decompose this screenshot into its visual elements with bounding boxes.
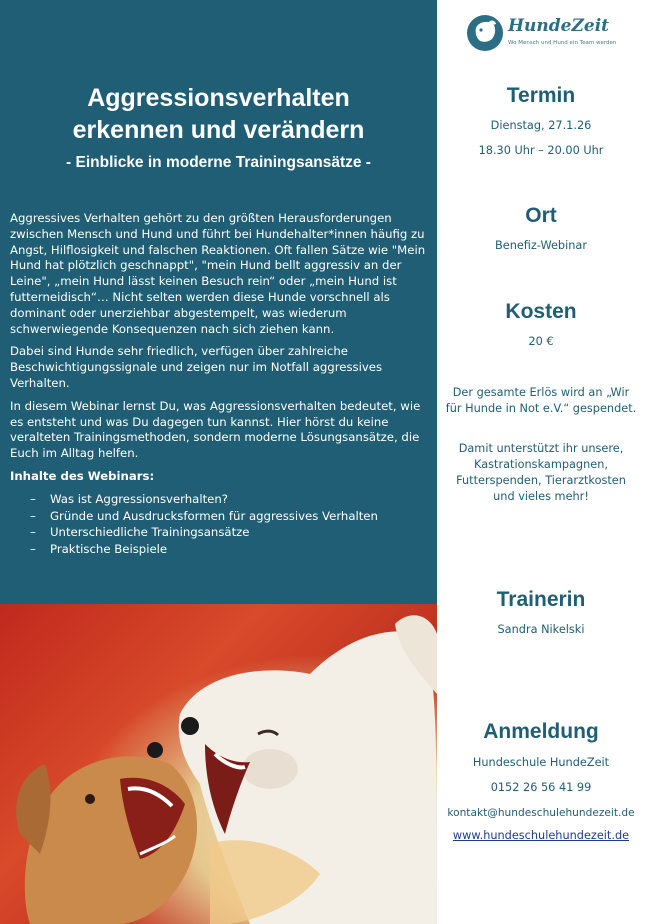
left-panel: [0, 0, 437, 604]
page-title: [0, 82, 437, 146]
list-item-text: Was ist Aggressionsverhalten?: [50, 491, 228, 506]
ort-heading: Ort: [525, 204, 557, 227]
anmeldung-phone: 0152 26 56 41 99: [490, 781, 592, 794]
list-item-text: Praktische Beispiele: [50, 542, 168, 557]
kosten-heading: Kosten: [505, 300, 577, 323]
anmeldung-web-wrap[interactable]: [437, 828, 645, 844]
kosten-note-1: Der gesamte Erlös wird an „Wir für Hunde in Not e.V.“ gespendet.: [445, 386, 637, 415]
paragraph-3: In diesem Webinar lernst Du, was Aggressionsverhalten bedeutet, wie es entsteht und was Du dagegen tun kannst. Hier hörst du keine veralteten Trainingsmethoden, sondern moderne Lösungsansätze, die Euch im Alltag helfen.: [10, 398, 421, 461]
anmeldung-org: Hundeschule HundeZeit: [472, 756, 610, 769]
paragraph-1: Aggressives Verhalten gehört zu den größten Herausforderungen zwischen Mensch und Hund und führt bei Hundehalter*innen häufig zu Angst, Hilflosigkeit und falschen Reaktionen. Oft fallen Sätze wie "Mein Hund hat plötzlich geschnappt", "mein Hund bellt aggressiv an der Leine", „mein Hund lässt keinen Besuch rein“ oder „mein Hund ist futterneidisch“… Nicht selten werden diese Hunde vorschnell als dominant oder unerziehbar abgestempelt, was wiederum schwerwiegende Konsequenzen nach sich ziehen kann.: [10, 211, 426, 336]
dogs-photo: [0, 604, 437, 924]
ort-value: Benefiz-Webinar: [495, 239, 587, 252]
list-item: [10, 509, 430, 525]
termin-date: Dienstag, 27.1.26: [490, 119, 592, 132]
logo-tagline: Wo Mensch und Hund ein Team werden: [508, 40, 617, 46]
inhalte-list: [10, 492, 430, 558]
termin-heading: Termin: [506, 84, 576, 107]
paragraph-2: Dabei sind Hunde sehr friedlich, verfügen über zahlreiche Beschwichtigungssignale und zeigen nur im Notfall aggressives Verhalten.: [10, 344, 383, 390]
list-item-text: Unterschiedliche Trainingsansätze: [50, 525, 250, 540]
website-link[interactable]: www.hundeschulehundezeit.de: [452, 829, 630, 842]
bullet-dash: –: [30, 508, 36, 523]
termin-time: 18.30 Uhr – 20.00 Uhr: [478, 144, 604, 157]
trainerin-heading: Trainerin: [496, 588, 586, 611]
kosten-value: 20 €: [528, 335, 554, 348]
list-item: [10, 492, 430, 508]
inhalte-heading: Inhalte des Webinars:: [10, 468, 155, 483]
dogs-illustration: [0, 604, 437, 924]
bullet-dash: –: [30, 491, 36, 506]
logo-name: HundeZeit: [508, 16, 610, 36]
description: [10, 211, 430, 559]
right-panel: [437, 0, 645, 924]
title-line-2: erkennen und verändern: [72, 116, 365, 144]
anmeldung-email[interactable]: kontakt@hundeschulehundezeit.de: [447, 807, 635, 819]
list-item: [10, 542, 430, 558]
bullet-dash: –: [30, 542, 36, 557]
subtitle: - Einblicke in moderne Trainingsansätze -: [66, 154, 371, 171]
title-line-1: Aggressionsverhalten: [87, 84, 350, 112]
list-item-text: Gründe und Ausdrucksformen für aggressives Verhalten: [50, 508, 378, 523]
trainerin-name: Sandra Nikelski: [497, 623, 585, 636]
list-item: [10, 525, 430, 541]
anmeldung-heading: Anmeldung: [483, 720, 599, 743]
kosten-note-2: Damit unterstützt ihr unsere, Kastrationskampagnen, Futterspenden, Tierarztkosten und vieles mehr!: [456, 442, 626, 503]
bullet-dash: –: [30, 525, 36, 540]
